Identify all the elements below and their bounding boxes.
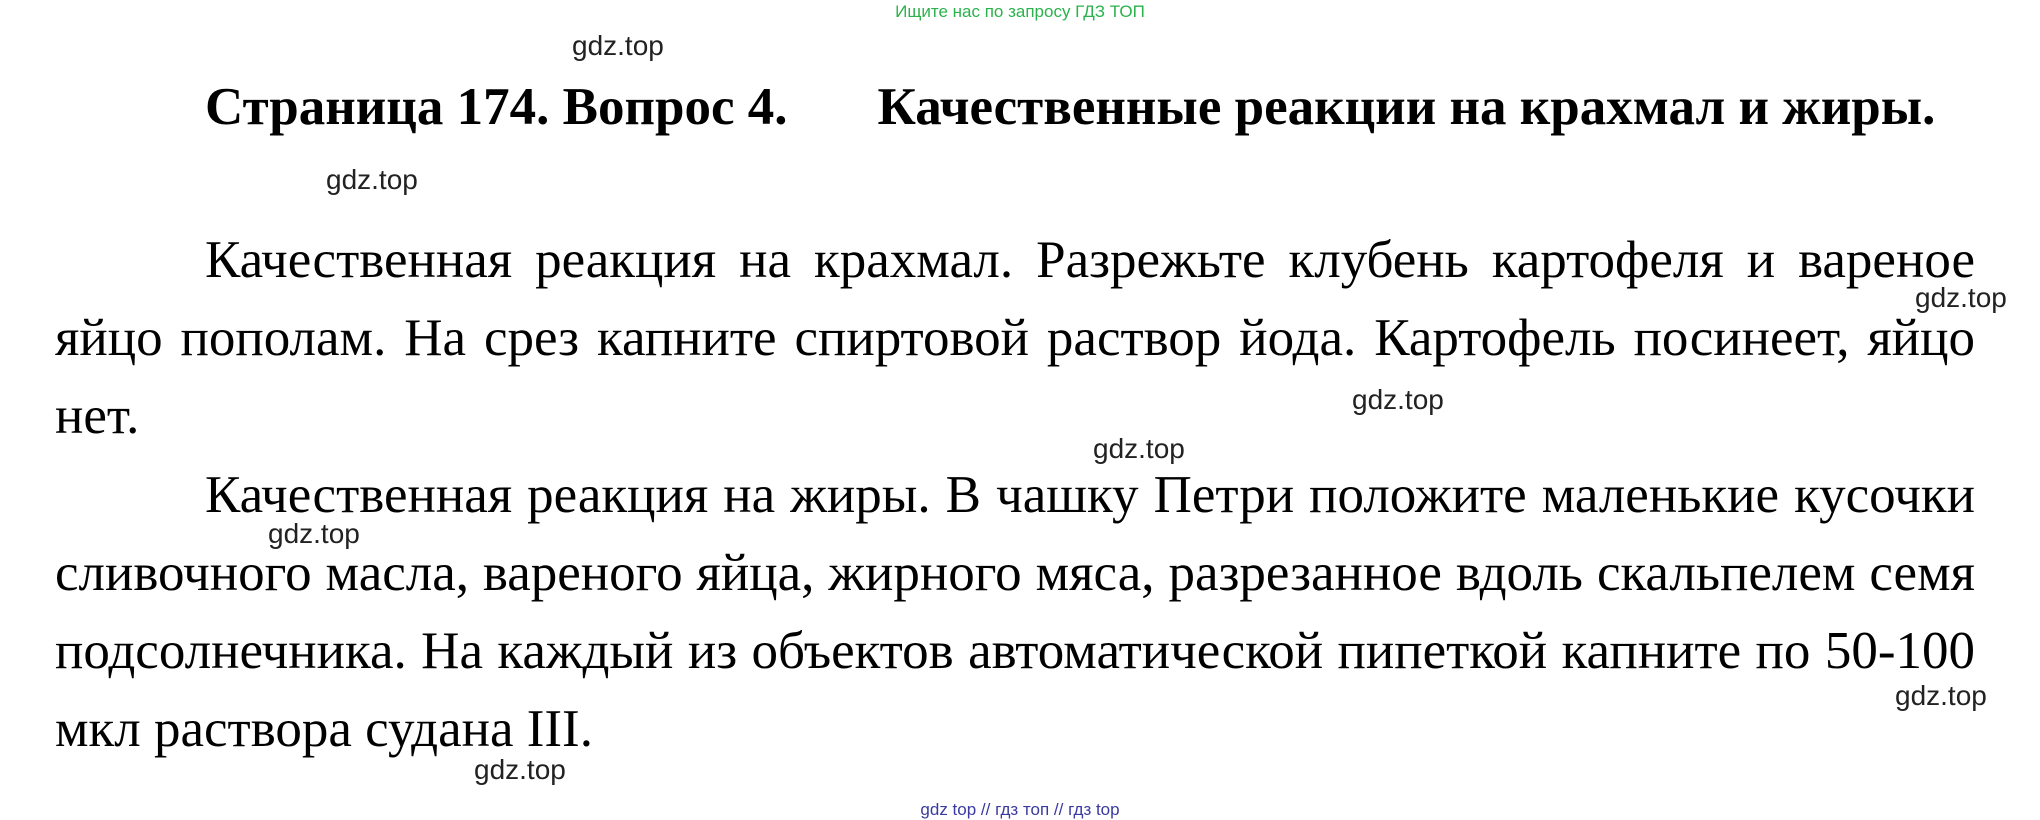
footer-watermark: gdz top // гдз топ // гдз top bbox=[920, 800, 1120, 819]
fat-reaction-paragraph: Качественная реакция на жиры. В чашку Петри положите маленькие кусочки сливочного масла, вареного яйца, жирного мяса, разрезанное вдоль скальпелем семя подсолнечника. На каждый из объектов автоматической пипеткой капните по 50-100 мкл раствора судана III. bbox=[55, 466, 1975, 758]
watermark: gdz.top bbox=[1093, 433, 1185, 464]
top-banner: Ищите нас по запросу ГДЗ ТОП bbox=[895, 2, 1145, 21]
watermark: gdz.top bbox=[474, 754, 566, 785]
page-question-label: Страница 174. Вопрос 4. bbox=[205, 78, 788, 136]
question-heading bbox=[55, 68, 1975, 146]
watermark: gdz.top bbox=[1915, 282, 2007, 313]
watermark: gdz.top bbox=[268, 518, 360, 549]
watermark: gdz.top bbox=[326, 164, 418, 195]
watermark: gdz.top bbox=[572, 30, 664, 61]
watermark: gdz.top bbox=[1352, 384, 1444, 415]
watermark: gdz.top bbox=[1895, 680, 1987, 711]
question-title: Качественные реакции на крахмал и жиры. bbox=[877, 78, 1936, 136]
starch-reaction-paragraph: Качественная реакция на крахмал. Разрежьте клубень картофеля и вареное яйцо пополам. На срез капните спиртовой раствор йода. Картофель посинеет, яйцо нет. bbox=[55, 231, 1975, 445]
